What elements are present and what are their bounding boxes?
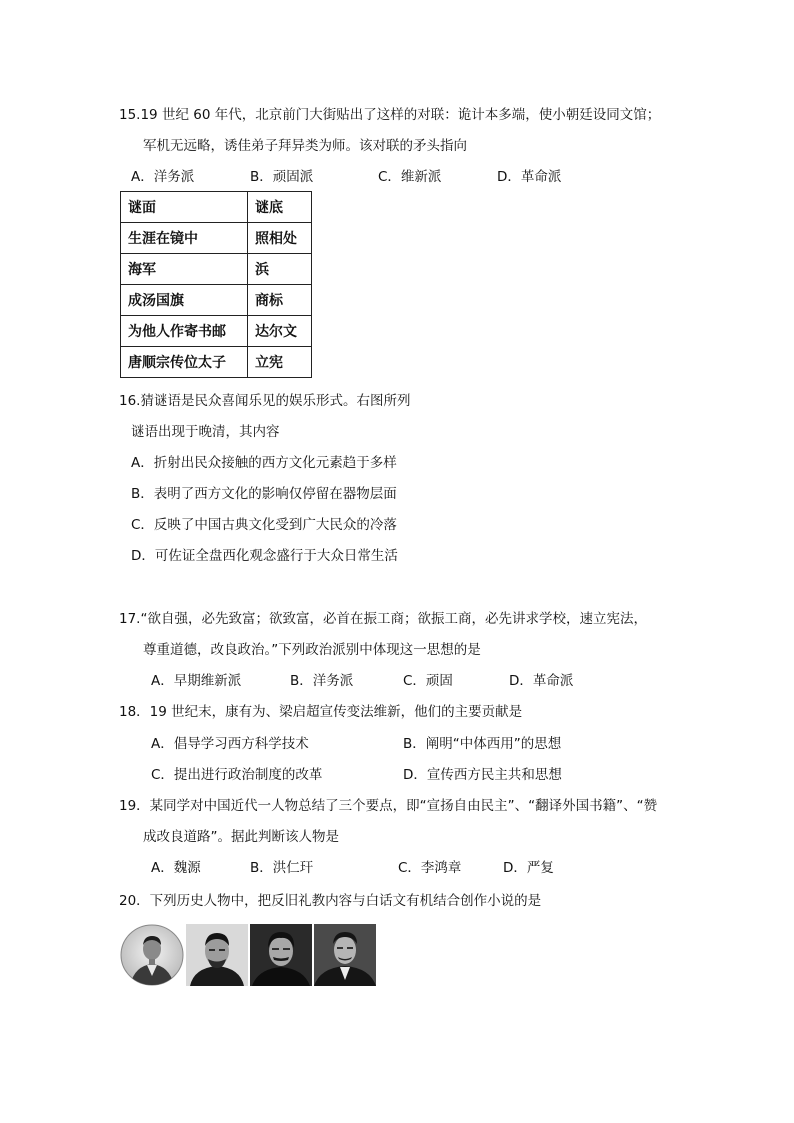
table-row xyxy=(121,285,312,316)
table-row xyxy=(121,347,312,378)
q15-option-d: D．革命派 xyxy=(497,169,562,185)
q19-option-b: B．洪仁玕 xyxy=(250,860,314,876)
q17-option-c: C．顽固 xyxy=(403,673,453,689)
table-cell: 海军 xyxy=(121,254,248,285)
q15-stem-line1: 15.19 世纪 60 年代，北京前门大街贴出了这样的对联：诡计本多端，使小朝廷设同文馆； xyxy=(119,107,661,123)
table-cell: 照相处 xyxy=(248,223,312,254)
table-row xyxy=(121,254,312,285)
q20-stem-line1: 20．下列历史人物中，把反旧礼教内容与白话文有机结合创作小说的是 xyxy=(119,893,542,909)
q18-option-b: B．阐明“中体西用”的思想 xyxy=(403,736,562,752)
q15-option-c: C．维新派 xyxy=(378,169,442,185)
q19-stem-line1: 19．某同学对中国近代一人物总结了三个要点，即“宣扬自由民主”、“翻译外国书籍”、“赞 xyxy=(119,798,658,814)
table-cell: 为他人作寄书邮 xyxy=(121,316,248,347)
table-header-cell: 谜底 xyxy=(248,192,312,223)
portrait-icon xyxy=(186,924,248,986)
q15-stem-line2: 军机无远略，诱佳弟子拜异类为师。该对联的矛头指向 xyxy=(143,138,467,154)
q16-option-b: B．表明了西方文化的影响仅停留在器物层面 xyxy=(131,486,397,502)
riddle-table xyxy=(120,191,312,378)
portrait-strip xyxy=(120,924,376,986)
table-row xyxy=(121,223,312,254)
q15-option-a: A．洋务派 xyxy=(131,169,195,185)
q19-option-d: D．严复 xyxy=(503,860,554,876)
q19-option-a: A．魏源 xyxy=(151,860,201,876)
table-cell: 商标 xyxy=(248,285,312,316)
q15-option-b: B．顽固派 xyxy=(250,169,314,185)
q18-option-a: A．倡导学习西方科学技术 xyxy=(151,736,309,752)
q19-option-c: C．李鸿章 xyxy=(398,860,462,876)
table-header-cell: 谜面 xyxy=(121,192,248,223)
q16-option-d: D．可佐证全盘西化观念盛行于大众日常生活 xyxy=(131,548,398,564)
table-cell: 浜 xyxy=(248,254,312,285)
table-cell: 立宪 xyxy=(248,347,312,378)
table-cell: 唐顺宗传位太子 xyxy=(121,347,248,378)
table-cell: 生涯在镜中 xyxy=(121,223,248,254)
q19-stem-line2: 成改良道路”。据此判断该人物是 xyxy=(143,829,339,845)
q16-stem-line2: 谜语出现于晚清，其内容 xyxy=(131,424,280,440)
q17-stem-line2: 尊重道德，改良政治。”下列政治派别中体现这一思想的是 xyxy=(143,642,481,658)
q16-option-c: C．反映了中国古典文化受到广大民众的冷落 xyxy=(131,517,397,533)
q16-option-a: A．折射出民众接触的西方文化元素趋于多样 xyxy=(131,455,397,471)
table-cell: 成汤国旗 xyxy=(121,285,248,316)
q18-stem-line1: 18．19 世纪末，康有为、梁启超宣传变法维新，他们的主要贡献是 xyxy=(119,704,523,720)
portrait-icon xyxy=(250,924,312,986)
table-row xyxy=(121,192,312,223)
q17-option-a: A．早期维新派 xyxy=(151,673,242,689)
q18-option-d: D．宣传西方民主共和思想 xyxy=(403,767,562,783)
q17-option-d: D．革命派 xyxy=(509,673,574,689)
table-row xyxy=(121,316,312,347)
portrait-icon xyxy=(314,924,376,986)
portrait-icon xyxy=(120,924,184,986)
q17-option-b: B．洋务派 xyxy=(290,673,354,689)
q18-option-c: C．提出进行政治制度的改革 xyxy=(151,767,323,783)
table-cell: 达尔文 xyxy=(248,316,312,347)
q16-stem-line1: 16.猜谜语是民众喜闻乐见的娱乐形式。右图所列 xyxy=(119,393,411,409)
q17-stem-line1: 17.“欲自强，必先致富；欲致富，必首在振工商；欲振工商，必先讲求学校，速立宪法， xyxy=(119,611,647,627)
